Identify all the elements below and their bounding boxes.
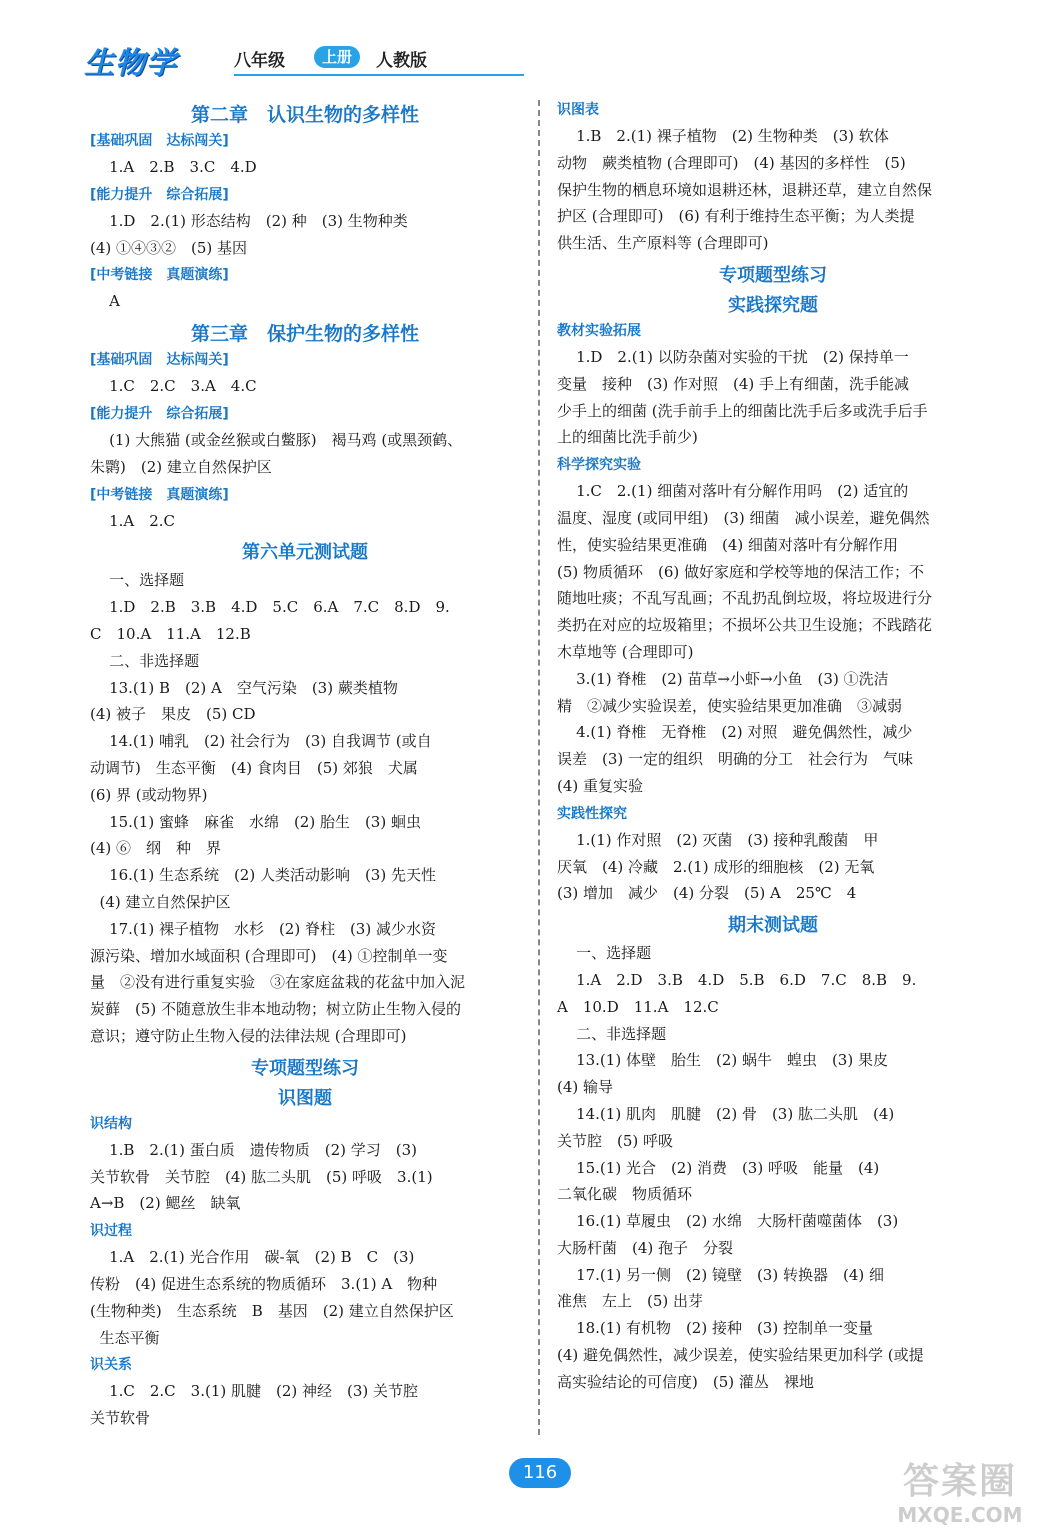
answer-line: 上的细菌比洗手前少)	[557, 428, 698, 447]
answer-line: 随地吐痰；不乱写乱画；不乱扔乱倒垃圾，将垃圾进行分	[557, 589, 933, 608]
right-column	[557, 96, 989, 1396]
answer-line: 准焦 左上 (5) 出芽	[557, 1292, 704, 1311]
answer-line: 1.C 2.(1) 细菌对落叶有分解作用吗 (2) 适宜的	[557, 482, 909, 501]
answer-line: 炭藓 (5) 不随意放生非本地动物；树立防止生物入侵的	[90, 1000, 462, 1019]
answer-line: 传粉 (4) 促进生态系统的物质循环 3.(1) A 物种	[90, 1274, 438, 1293]
answer-line: 动物 蕨类植物 (合理即可) (4) 基因的多样性 (5)	[557, 153, 906, 172]
answer-line: 生态平衡	[90, 1328, 160, 1347]
answer-line: 16.(1) 草履虫 (2) 水绵 大肠杆菌噬菌体 (3)	[557, 1212, 899, 1231]
answer-line: (4) 重复实验	[557, 776, 644, 795]
answer-line: 14.(1) 肌肉 肌腱 (2) 骨 (3) 肱二头肌 (4)	[557, 1104, 895, 1123]
section-title: 第六单元测试题	[242, 542, 368, 564]
answer-line: 1.B 2.(1) 蛋白质 遗传物质 (2) 学习 (3)	[90, 1140, 417, 1159]
answer-line: 13.(1) 体壁 胎生 (2) 蜗牛 蝗虫 (3) 果皮	[557, 1051, 888, 1070]
publisher-label: 人教版	[376, 51, 427, 71]
answer-line: (4) 建立自然保护区	[90, 892, 231, 911]
answer-line: 1.D 2.(1) 以防杂菌对实验的干扰 (2) 保持单一	[557, 347, 909, 366]
section-label: [能力提升 综合拓展]	[90, 405, 229, 422]
section-title: 识图题	[278, 1087, 332, 1109]
answer-line: 量 ②没有进行重复实验 ③在家庭盆栽的花盆中加入泥	[90, 973, 466, 992]
answer-line: 保护生物的栖息环境如退耕还林，退耕还草，建立自然保	[557, 180, 933, 199]
answer-line: (5) 物质循环 (6) 做好家庭和学校等地的保洁工作；不	[557, 562, 925, 581]
answer-line: 性，使实验结果更准确 (4) 细菌对落叶有分解作用	[557, 535, 899, 554]
section-title: 专项题型练习	[719, 264, 827, 286]
answer-line: (4) 避免偶然性，减少误差，使实验结果更加科学 (或提	[557, 1346, 924, 1365]
answer-line: 1.A 2.B 3.C 4.D	[90, 158, 257, 176]
answer-line: 15.(1) 光合 (2) 消费 (3) 呼吸 能量 (4)	[557, 1158, 880, 1177]
answer-line: 一、选择题	[557, 944, 652, 963]
header-underline	[234, 74, 524, 76]
section-label: 教材实验拓展	[557, 322, 641, 339]
answer-line: 4.(1) 脊椎 无脊椎 (2) 对照 避免偶然性，减少	[557, 723, 913, 742]
answer-line: 1.B 2.(1) 裸子植物 (2) 生物种类 (3) 软体	[557, 127, 889, 145]
watermark-url: MXQE.COM	[897, 1503, 1023, 1527]
answer-line: (4) ⑥ 纲 种 界	[90, 839, 222, 858]
answer-line: 关节软骨 关节腔 (4) 肱二头肌 (5) 呼吸 3.(1)	[90, 1167, 433, 1186]
answer-line: (生物种类) 生态系统 B 基因 (2) 建立自然保护区	[90, 1301, 454, 1320]
section-label: 科学探究实验	[557, 457, 641, 474]
answer-line: A 10.D 11.A 12.C	[557, 997, 719, 1016]
answer-line: 16.(1) 生态系统 (2) 人类活动影响 (3) 先天性	[90, 866, 436, 885]
answer-line: 1.A 2.(1) 光合作用 碳-氧 (2) B C (3)	[90, 1248, 415, 1267]
book-logo: 生物学	[84, 46, 177, 81]
answer-line: A→B (2) 鳃丝 缺氧	[90, 1194, 241, 1213]
answer-line: 二、非选择题	[557, 1024, 667, 1043]
answer-line: 误差 (3) 一定的组织 明确的分工 社会行为 气味	[557, 750, 914, 769]
chapter-title: 第二章 认识生物的多样性	[190, 104, 419, 126]
answer-line: 高实验结论的可信度) (5) 灌丛 裸地	[557, 1372, 814, 1391]
answer-line: 15.(1) 蜜蜂 麻雀 水绵 (2) 胎生 (3) 蛔虫	[90, 812, 421, 831]
section-label: [能力提升 综合拓展]	[90, 186, 229, 203]
watermark-text: 答案圈	[902, 1461, 1017, 1502]
answer-line: 少手上的细菌 (洗手前手上的细菌比洗手后多或洗手后手	[557, 401, 928, 420]
answer-line: 朱鹮) (2) 建立自然保护区	[90, 457, 272, 476]
answer-line: 17.(1) 另一侧 (2) 镜壁 (3) 转换器 (4) 细	[557, 1265, 884, 1284]
section-title: 期末测试题	[728, 915, 818, 937]
page-header	[84, 38, 604, 81]
answer-line: A	[90, 292, 120, 311]
answer-line: 13.(1) B (2) A 空气污染 (3) 蕨类植物	[90, 678, 398, 697]
answer-line: (4) 输导	[557, 1078, 614, 1097]
answer-line: 1.A 2.D 3.B 4.D 5.B 6.D 7.C 8.B 9.	[557, 970, 917, 989]
answer-line: 木草地等 (合理即可)	[557, 642, 694, 661]
section-label: 识图表	[557, 102, 599, 118]
section-label: [中考链接 真题演练]	[90, 486, 229, 503]
answer-line: 变量 接种 (3) 作对照 (4) 手上有细菌，洗手能减	[557, 374, 910, 393]
answer-line: (4) ①④③② (5) 基因	[90, 238, 248, 257]
answer-line: 1.D 2.B 3.B 4.D 5.C 6.A 7.C 8.D 9.	[90, 598, 450, 617]
section-label: [中考链接 真题演练]	[90, 267, 229, 284]
answer-line: 3.(1) 脊椎 (2) 苗草→小虾→小鱼 (3) ①洗洁	[557, 669, 889, 688]
answer-line: 14.(1) 哺乳 (2) 社会行为 (3) 自我调节 (或自	[90, 732, 432, 751]
answer-line: 供生活、生产原料等 (合理即可)	[557, 234, 769, 253]
answer-line: 1.C 2.C 3.(1) 肌腱 (2) 神经 (3) 关节腔	[90, 1382, 419, 1401]
section-label: 实践性探究	[557, 805, 627, 822]
answer-line: 精 ②减少实验误差，使实验结果更加准确 ③减弱	[557, 696, 903, 715]
left-column	[90, 96, 520, 1432]
answer-line: 护区 (合理即可) (6) 有利于维持生态平衡；为人类提	[557, 207, 915, 226]
volume-badge: 上册	[314, 46, 360, 68]
answer-line: 17.(1) 裸子植物 水杉 (2) 脊柱 (3) 减少水资	[90, 919, 436, 938]
answer-line: 大肠杆菌 (4) 孢子 分裂	[557, 1238, 734, 1257]
answer-line: 1.D 2.(1) 形态结构 (2) 种 (3) 生物种类	[90, 211, 408, 230]
section-label: [基础巩固 达标闯关]	[90, 352, 229, 369]
section-title: 专项题型练习	[251, 1057, 359, 1079]
answer-line: 源污染、增加水域面积 (合理即可) (4) ①控制单一变	[90, 946, 448, 965]
answer-line: 18.(1) 有机物 (2) 接种 (3) 控制单一变量	[557, 1319, 873, 1338]
grade-label: 八年级	[234, 51, 285, 71]
answer-line: 关节软骨	[90, 1409, 151, 1428]
answer-line: 二氧化碳 物质循环	[557, 1185, 693, 1204]
section-label: [基础巩固 达标闯关]	[90, 133, 229, 149]
answer-line: 1.C 2.C 3.A 4.C	[90, 377, 257, 396]
answer-line: (3) 增加 减少 (4) 分裂 (5) A 25℃ 4	[557, 884, 857, 903]
page-number: 116	[509, 1458, 571, 1488]
section-label: 识过程	[90, 1223, 132, 1240]
answer-line: 二、非选择题	[90, 651, 200, 670]
answer-line: 温度、湿度 (或同甲组) (3) 细菌 减小误差，避免偶然	[557, 508, 930, 527]
watermark	[880, 1460, 1040, 1530]
answer-line: (6) 界 (或动物界)	[90, 785, 208, 804]
section-label: 识关系	[90, 1357, 132, 1374]
answer-line: 1.A 2.C	[90, 511, 176, 530]
answer-line: 一、选择题	[90, 571, 185, 590]
answer-line: 1.(1) 作对照 (2) 灭菌 (3) 接种乳酸菌 甲	[557, 830, 879, 849]
answer-line: (1) 大熊猫 (或金丝猴或白鳖豚) 褐马鸡 (或黑颈鹤、	[90, 430, 463, 449]
answer-line: 类扔在对应的垃圾箱里；不损坏公共卫生设施；不践踏花	[557, 616, 933, 635]
chapter-title: 第三章 保护生物的多样性	[190, 323, 419, 346]
answer-line: (4) 被子 果皮 (5) CD	[90, 705, 256, 724]
answer-line: 意识；遵守防止生物入侵的法律法规 (合理即可)	[90, 1026, 407, 1045]
section-title: 实践探究题	[728, 294, 818, 316]
column-divider	[538, 100, 540, 1435]
answer-line: C 10.A 11.A 12.B	[90, 624, 251, 643]
answer-line: 厌氧 (4) 冷藏 2.(1) 成形的细胞核 (2) 无氧	[557, 857, 875, 876]
answer-line: 关节腔 (5) 呼吸	[557, 1131, 674, 1150]
answer-line: 动调节) 生态平衡 (4) 食肉目 (5) 郊狼 犬属	[90, 758, 418, 777]
section-label: 识结构	[90, 1115, 132, 1132]
